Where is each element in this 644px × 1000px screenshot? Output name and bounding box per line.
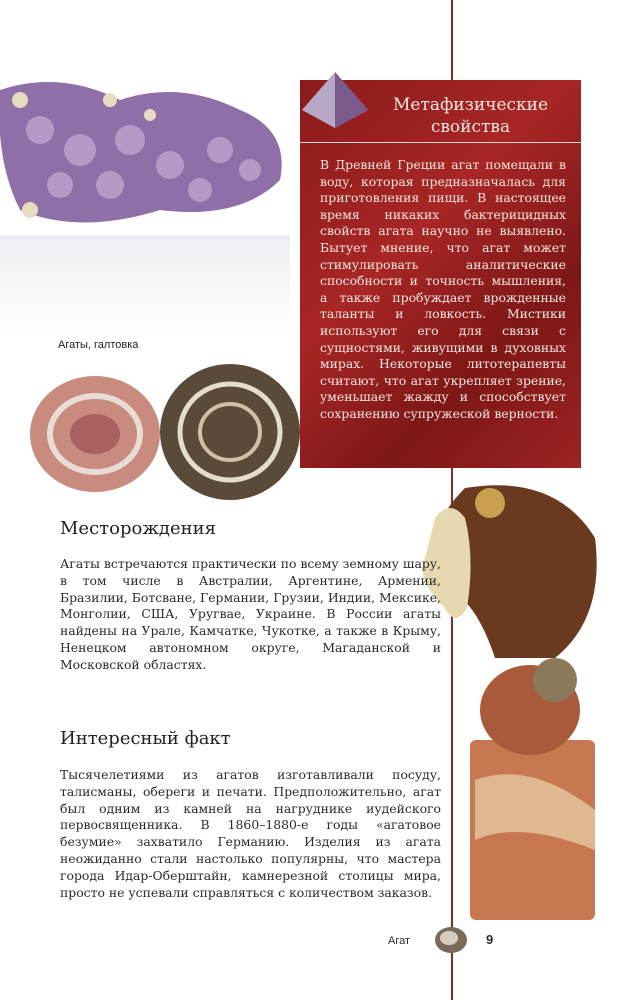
agate-stone-icon <box>433 925 469 955</box>
box-rule <box>300 142 581 143</box>
tumbled-agates-photo <box>20 352 310 502</box>
agate-seal-statue-photo <box>460 650 600 920</box>
page-number: 9 <box>486 932 494 947</box>
box-text: В Древней Греции агат помещали в воду, которая предназначалась для приготовления пищи. В настоящее время никаких бактерицидных свойств агата научно не выявлено. Бытует мнение, что агат может стимулировать аналитические способности и точность мышления, а также пробуждает врожденные таланты и ловкость. Мистики используют его для связи с сущностями, живущими в духовных мирах. Некоторые литотерапевты считают, что агат укрепляет зрение, уменьшает жажду и способствует сохранению супружеской верности. <box>320 157 566 421</box>
box-title: Метафизические свойства <box>392 95 549 137</box>
running-footer-title: Агат <box>388 935 411 947</box>
grape-agate-photo <box>0 70 300 235</box>
photo-reflection <box>0 235 290 335</box>
section-text-fact: Тысячелетиями из агатов изготавливали посуду, талисманы, обереги и печати. Предположительно, агат был одним из камней на нагруднике иудейского первосвященника. В 1860–1880-е годы «агатовое безумие» захватило Германию. Изделия из агата неожиданно стали настолько популярны, что мастера города Идар-Оберштайн, камнерезной столицы мира, просто не успевали справляться с количеством заказов. <box>60 767 441 900</box>
section-heading-fact: Интересный факт <box>60 728 231 749</box>
metaphysical-properties-box <box>300 80 581 468</box>
pyramid-crystal-photo <box>300 70 370 130</box>
photo-caption: Агаты, галтовка <box>58 339 139 351</box>
section-text-deposits: Агаты встречаются практически по всему земному шару, в том числе в Австралии, Аргентине, Армении, Бразилии, Ботсване, Германии, Грузии, Индии, Мексике, Монголии, США, Уругвае, Украине. В России агаты найдены на Урале, Камчатке, Чукотке, а также в Крыму, Ненецком автономном округе, Магаданской и Московской областях. <box>60 556 441 672</box>
section-heading-deposits: Месторождения <box>60 518 216 539</box>
